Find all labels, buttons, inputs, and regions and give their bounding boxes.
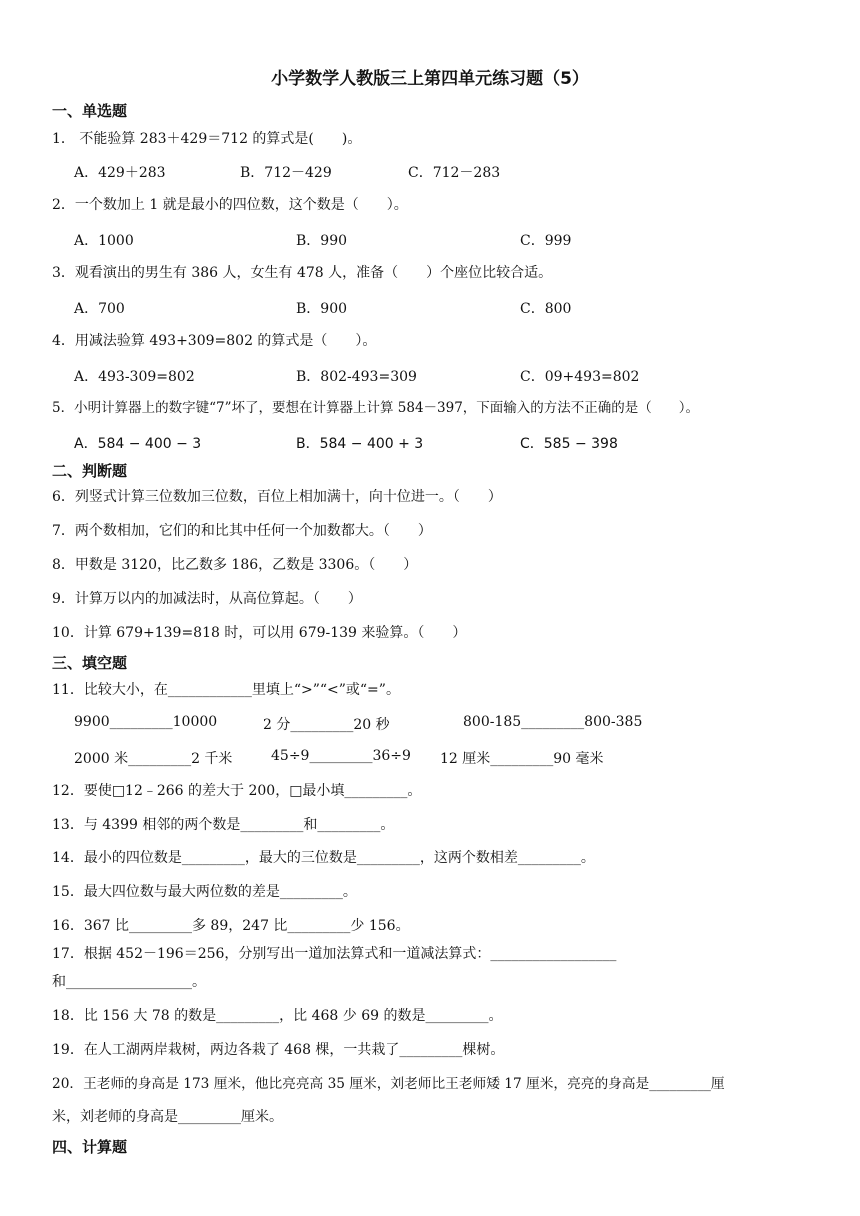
- question-19: 19．在人工湖两岸栽树，两边各栽了 468 棵，一共栽了_________棵树。: [52, 1042, 505, 1058]
- question-20-line-2: 米，刘老师的身高是_________厘米。: [52, 1109, 283, 1125]
- question-16: 16．367 比_________多 89，247 比_________少 156。: [52, 918, 410, 934]
- q5-option-b: B．584 − 400 + 3: [296, 436, 424, 452]
- question-18: 18．比 156 大 78 的数是_________，比 468 少 69 的数是_________。: [52, 1008, 503, 1024]
- question-17-line-2: 和__________________。: [52, 974, 206, 990]
- q2-option-c: C．999: [520, 233, 572, 249]
- q2-option-b: B．990: [296, 233, 348, 249]
- question-20-line-1: 20．王老师的身高是 173 厘米，他比亮亮高 35 厘米，刘老师比王老师矮 17 厘米，亮亮的身高是_________厘: [52, 1076, 725, 1092]
- question-13: 13．与 4399 相邻的两个数是_________和_________。: [52, 817, 395, 833]
- question-1: 1． 不能验算 283＋429＝712 的算式是( )。: [52, 131, 362, 147]
- q4-option-b: B．802-493=309: [296, 369, 417, 385]
- question-5: 5．小明计算器上的数字键“7”坏了，要想在计算器上计算 584－397，下面输入的方法不正确的是（ ）。: [52, 400, 700, 416]
- page-title: 小学数学人教版三上第四单元练习题（5）: [271, 69, 589, 89]
- q1-option-a: A．429＋283: [74, 165, 166, 181]
- section-heading-single-choice: 一、单选题: [52, 102, 128, 120]
- q5-option-c: C．585 − 398: [520, 436, 618, 452]
- question-10: 10．计算 679+139=818 时，可以用 679-139 来验算。（ ）: [52, 625, 467, 641]
- question-2: 2．一个数加上 1 就是最小的四位数，这个数是（ ）。: [52, 197, 408, 213]
- q3-option-a: A．700: [74, 301, 125, 317]
- q5-option-a: A．584 − 400 − 3: [74, 436, 202, 452]
- q3-option-b: B．900: [296, 301, 348, 317]
- q11-compare-2: 2 分_________20 秒: [263, 717, 390, 733]
- question-14: 14．最小的四位数是_________，最大的三位数是_________，这两个数相差_________。: [52, 850, 595, 866]
- question-17-line-1: 17．根据 452－196＝256，分别写出一道加法算式和一道减法算式：__________________: [52, 946, 617, 962]
- q11-compare-4: 2000 米_________2 千米: [74, 751, 233, 767]
- question-12: 12．要使□12﹣266 的差大于 200，□最小填_________。: [52, 783, 422, 799]
- question-4: 4．用减法验算 493+309=802 的算式是（ ）。: [52, 333, 377, 349]
- question-11: 11．比较大小，在____________里填上“>”“<”或“=”。: [52, 682, 400, 698]
- q11-compare-3: 800-185_________800-385: [463, 714, 643, 730]
- q11-compare-6: 12 厘米_________90 毫米: [440, 751, 604, 767]
- question-6: 6．列竖式计算三位数加三位数，百位上相加满十，向十位进一。（ ）: [52, 489, 502, 505]
- q1-option-c: C．712－283: [408, 165, 501, 181]
- question-3: 3．观看演出的男生有 386 人，女生有 478 人，准备（ ）个座位比较合适。: [52, 265, 553, 281]
- q4-option-a: A．493-309=802: [74, 369, 195, 385]
- section-heading-true-false: 二、判断题: [52, 462, 128, 480]
- q11-compare-1: 9900_________10000: [74, 714, 218, 730]
- section-heading-calculation: 四、计算题: [52, 1138, 128, 1156]
- q2-option-a: A．1000: [74, 233, 134, 249]
- q1-option-b: B．712－429: [240, 165, 332, 181]
- q11-compare-5: 45÷9_________36÷9: [271, 748, 411, 764]
- question-15: 15．最大四位数与最大两位数的差是_________。: [52, 884, 357, 900]
- q4-option-c: C．09+493=802: [520, 369, 640, 385]
- q3-option-c: C．800: [520, 301, 572, 317]
- question-9: 9．计算万以内的加减法时，从高位算起。（ ）: [52, 591, 362, 607]
- question-8: 8．甲数是 3120，比乙数多 186，乙数是 3306。（ ）: [52, 557, 418, 573]
- section-heading-fill-in: 三、填空题: [52, 654, 128, 672]
- question-7: 7．两个数相加，它们的和比其中任何一个加数都大。（ ）: [52, 523, 432, 539]
